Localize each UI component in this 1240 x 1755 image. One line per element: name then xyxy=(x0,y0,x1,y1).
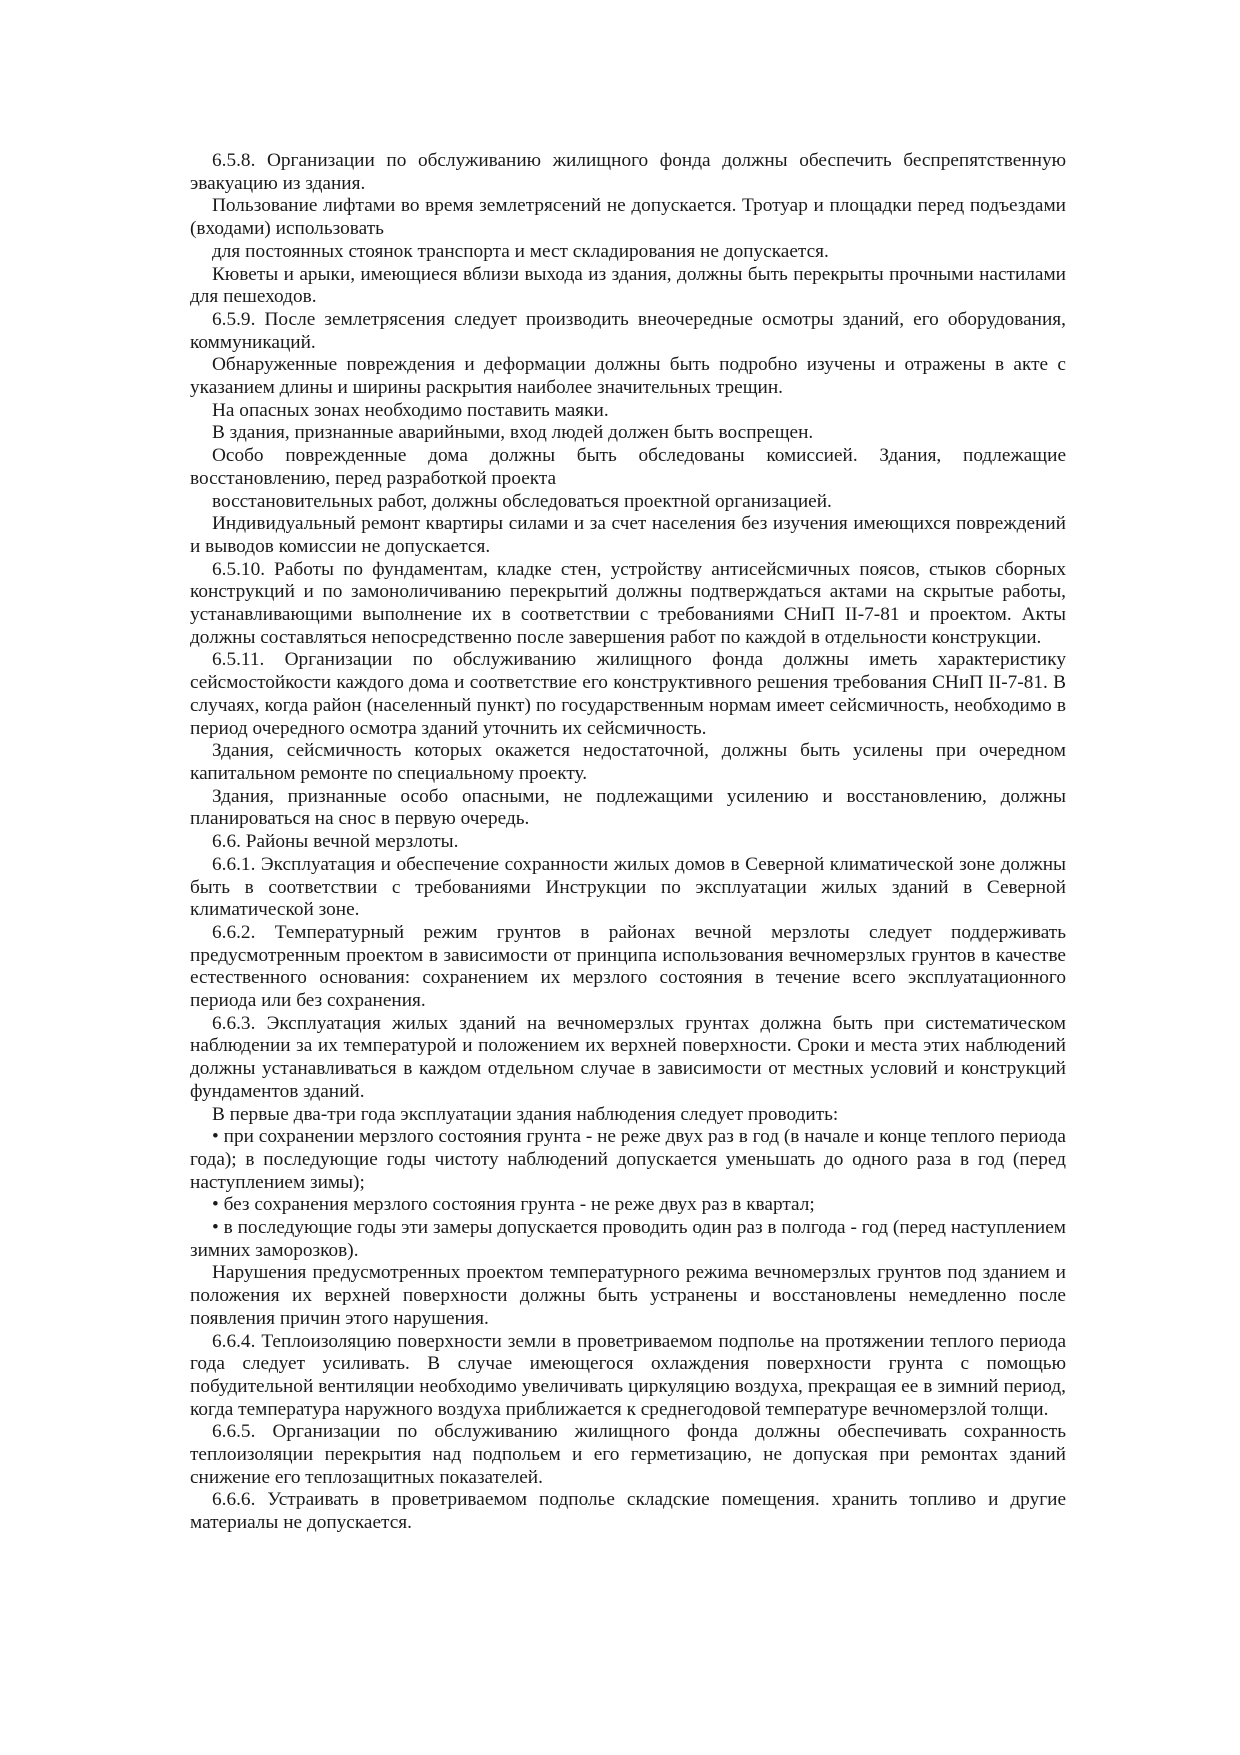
list-item-frozen-not-preserved: • без сохранения мерзлого состояния грунта - не реже двух раз в квартал; xyxy=(212,1194,815,1216)
paragraph-6-6-1: 6.6.1. Эксплуатация и обеспечение сохранности жилых домов в Северной климатической зоне должны быть в соответствии с требованиями Инструкции по эксплуатации жилых зданий в Северной климатической зоне. xyxy=(190,853,1066,921)
paragraph-6-5-9: 6.5.9. После землетрясения следует производить внеочередные осмотры зданий, его оборудования, коммуникаций. xyxy=(190,308,1066,353)
paragraph-6-6-3: 6.6.3. Эксплуатация жилых зданий на вечномерзлых грунтах должна быть при систематическом наблюдении за их температурой и положением их верхней поверхности. Сроки и места этих наблюдений должны устанавливаться в каждом отдельном случае в зависимости от местных условий и конструкций фундаментов зданий. xyxy=(190,1012,1066,1102)
paragraph-6-6-2: 6.6.2. Температурный режим грунтов в районах вечной мерзлоты следует поддерживать предусмотренным проектом в зависимости от принципа использования вечномерзлых грунтов в качестве естественного основания: сохранением их мерзлого состояния в течение всего эксплуатационного периода или без сохранения. xyxy=(190,921,1066,1012)
paragraph-individual-repair: Индивидуальный ремонт квартиры силами и за счет населения без изучения имеющихся повреждений и выводов комиссии не допускается. xyxy=(190,513,1066,557)
paragraph-commission: Особо поврежденные дома должны быть обследованы комиссией. Здания, подлежащие восстановлению, перед разработкой проекта xyxy=(190,445,1066,489)
paragraph-emergency-buildings: В здания, признанные аварийными, вход людей должен быть воспрещен. xyxy=(212,422,814,444)
paragraph-6-5-8: 6.5.8. Организации по обслуживанию жилищного фонда должны обеспечить беспрепятственную эвакуацию из здания. xyxy=(190,150,1066,194)
paragraph-damage: Обнаруженные повреждения и деформации должны быть подробно изучены и отражены в акте с указанием длины и ширины раскрытия наиболее значительных трещин. xyxy=(190,354,1066,399)
heading-6-6: 6.6. Районы вечной мерзлоты. xyxy=(212,831,459,853)
paragraph-restoration: восстановительных работ, должны обследоваться проектной организацией. xyxy=(212,490,832,512)
list-item-later-years: • в последующие годы эти замеры допускается проводить один раз в полгода - год (перед наступлением зимних заморозков). xyxy=(190,1217,1066,1261)
paragraph-first-years: В первые два-три года эксплуатации здания наблюдения следует проводить: xyxy=(212,1103,839,1125)
paragraph-seismic-insufficient: Здания, сейсмичность которых окажется недостаточной, должны быть усилены при очередном капитальном ремонте по специальному проекту. xyxy=(190,740,1066,784)
paragraph-parking: для постоянных стоянок транспорта и мест складирования не допускается. xyxy=(212,240,829,262)
paragraph-beacons: На опасных зонах необходимо поставить маяки. xyxy=(212,399,609,421)
paragraph-elevators: Пользование лифтами во время землетрясений не допускается. Тротуар и площадки перед подъездами (входами) использовать xyxy=(190,195,1066,240)
paragraph-6-6-6: 6.6.6. Устраивать в проветриваемом подполье складские помещения. хранить топливо и другие материалы не допускается. xyxy=(190,1489,1066,1534)
paragraph-6-5-10: 6.5.10. Работы по фундаментам, кладке стен, устройству антисейсмичных поясов, стыков сборных конструкций и по замоноличиванию перекрытий должны подтверждаться актами на скрытые работы, устанавливающими выполнение их в соответствии с требованиями СНиП II-7-81 и проектом. Акты должны составляться непосредственно после завершения работ по каждой в отдельности конструкции. xyxy=(190,558,1066,648)
paragraph-6-6-5: 6.6.5. Организации по обслуживанию жилищного фонда должны обеспечивать сохранность теплоизоляции перекрытия над подпольем и его герметизацию, не допуская при ремонтах зданий снижение его теплозащитных показателей. xyxy=(190,1421,1066,1488)
paragraph-6-5-11: 6.5.11. Организации по обслуживанию жилищного фонда должны иметь характеристику сейсмостойкости каждого дома и соответствие его конструктивного решения требования СНиП II-7-81. В случаях, когда район (населенный пункт) по государственным нормам имеет сейсмичность, необходимо в период очередного осмотра зданий уточнить их сейсмичность. xyxy=(190,649,1066,739)
list-item-frozen-preserved: • при сохранении мерзлого состояния грунта - не реже двух раз в год (в начале и конце теплого периода года); в последующие годы чистоту наблюдений допускается уменьшать до одного раза в год (перед наступлением зимы); xyxy=(190,1126,1066,1193)
paragraph-violations: Нарушения предусмотренных проектом температурного режима вечномерзлых грунтов под зданием и положения их верхней поверхности должны быть устранены и восстановлены немедленно после появления причин этого нарушения. xyxy=(190,1262,1066,1329)
paragraph-6-6-4: 6.6.4. Теплоизоляцию поверхности земли в проветриваемом подполье на протяжении теплого периода года следует усиливать. В случае имеющегося охлаждения поверхности грунта с помощью побудительной вентиляции необходимо увеличивать циркуляцию воздуха, прекращая ее в зимний период, когда температура наружного воздуха приближается к среднегодовой температуре вечномерзлой толщи. xyxy=(190,1330,1066,1420)
document-page xyxy=(190,150,1066,1535)
paragraph-ditches: Кюветы и арыки, имеющиеся вблизи выхода из здания, должны быть перекрыты прочными настилами для пешеходов. xyxy=(190,263,1066,308)
paragraph-demolition: Здания, признанные особо опасными, не подлежащими усилению и восстановлению, должны планироваться на снос в первую очередь. xyxy=(190,785,1066,830)
